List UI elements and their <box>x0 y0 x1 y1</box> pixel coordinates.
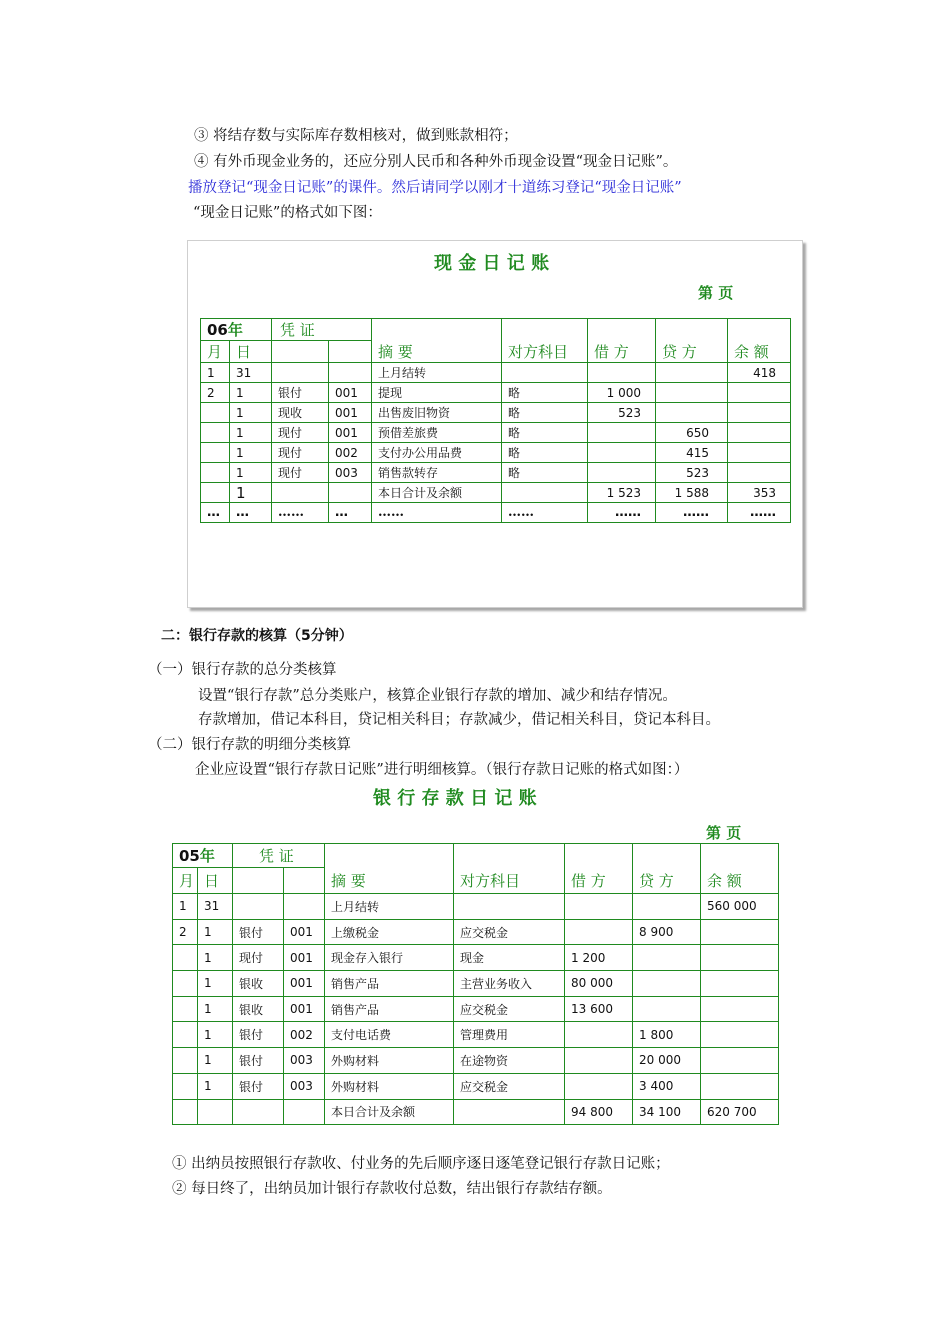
bank-voucher-no-header <box>284 868 325 894</box>
bank-journal-page-label: 第 页 <box>706 824 742 842</box>
bank-cell-no: 001 <box>284 919 325 945</box>
bank-cell-type: 现付 <box>233 945 284 971</box>
bank-cell-credit: 20 000 <box>633 1048 701 1074</box>
bank-cell-d: 1 <box>198 996 233 1022</box>
cash-cell-m <box>201 443 230 463</box>
cash-cell-no: 001 <box>329 383 372 403</box>
cash-cell-m: 1 <box>201 363 230 383</box>
bank-year: 05 <box>179 847 200 865</box>
bank-cell-type: 银付 <box>233 919 284 945</box>
bank-cell-no: 001 <box>284 971 325 997</box>
cash-cell-d: 1 <box>230 423 272 443</box>
bank-cell-debit <box>565 1048 633 1074</box>
cash-cell-credit: 415 <box>656 443 728 463</box>
table-row <box>201 463 791 483</box>
cash-cell-summary: …… <box>372 503 502 523</box>
intro-courseware-note: 播放登记“现金日记账”的课件。然后请同学以刚才十道练习登记“现金日记账” <box>188 180 682 196</box>
cash-cell-balance: 353 <box>728 483 791 503</box>
bank-cell-summary: 销售产品 <box>325 971 454 997</box>
cash-cell-type <box>272 483 329 503</box>
table-row <box>173 996 779 1022</box>
cash-account-header: 对方科目 <box>502 319 588 363</box>
cash-cell-debit <box>588 463 656 483</box>
cash-cell-no <box>329 363 372 383</box>
cash-cell-d: 1 <box>230 483 272 503</box>
cash-cell-d: … <box>230 503 272 523</box>
bank-cell-debit <box>565 1022 633 1048</box>
table-row <box>201 383 791 403</box>
bank-voucher-header: 凭 证 <box>233 844 325 868</box>
cash-cell-no: 001 <box>329 403 372 423</box>
cash-cell-m <box>201 483 230 503</box>
bank-cell-credit: 3 400 <box>633 1073 701 1099</box>
bank-cell-credit: 8 900 <box>633 919 701 945</box>
cash-cell-account: 略 <box>502 383 588 403</box>
cash-voucher-no-header <box>329 341 372 363</box>
cash-cell-summary: 上月结转 <box>372 363 502 383</box>
bank-cell-summary: 上月结转 <box>325 894 454 920</box>
cash-cell-d: 1 <box>230 403 272 423</box>
cash-year-suffix: 年 <box>227 321 243 339</box>
cash-cell-balance <box>728 463 791 483</box>
bank-cell-account: 管理费用 <box>454 1022 565 1048</box>
bank-cell-summary: 本日合计及余额 <box>325 1099 454 1125</box>
cash-voucher-type-header <box>272 341 329 363</box>
bank-debit-header: 借 方 <box>565 844 633 894</box>
cash-cell-balance <box>728 423 791 443</box>
bank-cell-debit <box>565 894 633 920</box>
cash-cell-no: 003 <box>329 463 372 483</box>
bank-cell-account: 主营业务收入 <box>454 971 565 997</box>
bank-cell-credit: 34 100 <box>633 1099 701 1125</box>
bank-cell-d: 1 <box>198 1073 233 1099</box>
bank-journal-title: 银 行 存 款 日 记 账 <box>373 788 537 809</box>
bank-month-header: 月 <box>173 868 198 894</box>
cash-cell-account: 略 <box>502 463 588 483</box>
cash-journal-table <box>200 318 791 523</box>
bank-summary-header: 摘 要 <box>325 844 454 894</box>
bank-cell-credit <box>633 894 701 920</box>
section-2-heading: 二：银行存款的核算（5分钟） <box>161 628 353 644</box>
bank-cell-balance <box>701 996 779 1022</box>
bank-cell-balance <box>701 1073 779 1099</box>
bank-cell-summary: 外购材料 <box>325 1073 454 1099</box>
table-row <box>201 483 791 503</box>
cash-cell-summary: 支付办公用品费 <box>372 443 502 463</box>
table-row <box>201 363 791 383</box>
bank-cell-m <box>173 971 198 997</box>
table-row <box>201 503 791 523</box>
cash-balance-header: 余 额 <box>728 319 791 363</box>
bank-cell-summary: 销售产品 <box>325 996 454 1022</box>
bank-cell-summary: 上缴税金 <box>325 919 454 945</box>
bank-cell-type: 银付 <box>233 1022 284 1048</box>
bank-account-header: 对方科目 <box>454 844 565 894</box>
bank-balance-header: 余 额 <box>701 844 779 894</box>
bank-cell-summary: 支付电话费 <box>325 1022 454 1048</box>
cash-cell-d: 1 <box>230 383 272 403</box>
intro-point-4: ④ 有外币现金业务的，还应分别人民币和各种外币现金设置“现金日记账”。 <box>194 154 678 170</box>
bank-cell-balance: 560 000 <box>701 894 779 920</box>
cash-day-header: 日 <box>230 341 272 363</box>
bank-cell-m <box>173 1073 198 1099</box>
cash-credit-header: 贷 方 <box>656 319 728 363</box>
cash-cell-debit: …… <box>588 503 656 523</box>
bank-credit-header: 贷 方 <box>633 844 701 894</box>
cash-journal-page-label: 第 页 <box>698 284 734 302</box>
bank-cell-m <box>173 1048 198 1074</box>
cash-cell-m <box>201 423 230 443</box>
bank-cell-m <box>173 945 198 971</box>
bank-cell-d <box>198 1099 233 1125</box>
cash-cell-credit <box>656 383 728 403</box>
cash-cell-m <box>201 463 230 483</box>
bank-cell-summary: 现金存入银行 <box>325 945 454 971</box>
table-row <box>201 403 791 423</box>
cash-cell-m: … <box>201 503 230 523</box>
cash-cell-account: 略 <box>502 423 588 443</box>
cash-cell-no: 001 <box>329 423 372 443</box>
bank-cell-type: 银付 <box>233 1073 284 1099</box>
note-2: ② 每日终了，出纳员加计银行存款收付总数，结出银行存款结存额。 <box>172 1181 612 1197</box>
bank-journal-table <box>172 843 779 1125</box>
section-2-para-3: 企业应设置“银行存款日记账”进行明细核算。（银行存款日记账的格式如图：） <box>195 762 689 778</box>
bank-cell-type: 银付 <box>233 1048 284 1074</box>
table-row <box>173 1073 779 1099</box>
section-2-sub-2: （二）银行存款的明细分类核算 <box>148 737 351 753</box>
bank-cell-no <box>284 894 325 920</box>
cash-journal-figure <box>187 240 803 608</box>
cash-cell-balance <box>728 443 791 463</box>
bank-cell-debit: 94 800 <box>565 1099 633 1125</box>
bank-cell-balance: 620 700 <box>701 1099 779 1125</box>
cash-cell-credit: 650 <box>656 423 728 443</box>
bank-cell-type <box>233 1099 284 1125</box>
bank-cell-d: 31 <box>198 894 233 920</box>
bank-voucher-type-header <box>233 868 284 894</box>
bank-cell-d: 1 <box>198 1048 233 1074</box>
bank-cell-balance <box>701 919 779 945</box>
table-row <box>173 1048 779 1074</box>
note-1: ① 出纳员按照银行存款收、付业务的先后顺序逐日逐笔登记银行存款日记账； <box>172 1156 670 1172</box>
bank-cell-type <box>233 894 284 920</box>
cash-cell-credit: 1 588 <box>656 483 728 503</box>
cash-cell-debit <box>588 443 656 463</box>
table-row <box>173 1099 779 1125</box>
cash-cell-m: 2 <box>201 383 230 403</box>
bank-day-header: 日 <box>198 868 233 894</box>
bank-cell-no: 003 <box>284 1073 325 1099</box>
cash-cell-type: 现付 <box>272 443 329 463</box>
section-2-para-1: 设置“银行存款”总分类账户，核算企业银行存款的增加、减少和结存情况。 <box>198 688 677 704</box>
bank-cell-summary: 外购材料 <box>325 1048 454 1074</box>
cash-cell-summary: 本日合计及余额 <box>372 483 502 503</box>
bank-cell-debit: 1 200 <box>565 945 633 971</box>
cash-voucher-header: 凭 证 <box>272 319 372 341</box>
cash-cell-balance: …… <box>728 503 791 523</box>
table-row <box>201 423 791 443</box>
cash-cell-credit <box>656 403 728 423</box>
bank-cell-d: 1 <box>198 1022 233 1048</box>
cash-cell-debit: 523 <box>588 403 656 423</box>
cash-cell-balance: 418 <box>728 363 791 383</box>
bank-cell-credit <box>633 945 701 971</box>
bank-cell-type: 银收 <box>233 996 284 1022</box>
cash-cell-balance <box>728 383 791 403</box>
table-row <box>201 443 791 463</box>
bank-cell-d: 1 <box>198 971 233 997</box>
intro-format-caption: “现金日记账”的格式如下图： <box>193 205 382 221</box>
bank-cell-no: 002 <box>284 1022 325 1048</box>
table-row <box>173 945 779 971</box>
bank-cell-balance <box>701 1048 779 1074</box>
cash-cell-account <box>502 363 588 383</box>
bank-cell-no: 001 <box>284 945 325 971</box>
cash-cell-debit: 1 523 <box>588 483 656 503</box>
bank-cell-no: 001 <box>284 996 325 1022</box>
cash-cell-d: 31 <box>230 363 272 383</box>
cash-cell-account <box>502 483 588 503</box>
section-2-para-2: 存款增加，借记本科目，贷记相关科目；存款减少，借记相关科目，贷记本科目。 <box>198 712 720 728</box>
cash-cell-summary: 销售款转存 <box>372 463 502 483</box>
cash-cell-type: 现收 <box>272 403 329 423</box>
cash-cell-summary: 出售废旧物资 <box>372 403 502 423</box>
table-row <box>173 919 779 945</box>
cash-cell-summary: 预借差旅费 <box>372 423 502 443</box>
cash-cell-type: 现付 <box>272 423 329 443</box>
bank-cell-account: 应交税金 <box>454 919 565 945</box>
bank-cell-debit: 80 000 <box>565 971 633 997</box>
bank-cell-credit <box>633 971 701 997</box>
cash-cell-account: 略 <box>502 443 588 463</box>
table-row <box>173 971 779 997</box>
bank-cell-m <box>173 1099 198 1125</box>
cash-summary-header: 摘 要 <box>372 319 502 363</box>
cash-year: 06 <box>207 321 228 339</box>
cash-cell-credit: 523 <box>656 463 728 483</box>
bank-cell-debit <box>565 1073 633 1099</box>
cash-cell-no: … <box>329 503 372 523</box>
cash-cell-account: 略 <box>502 403 588 423</box>
cash-cell-credit <box>656 363 728 383</box>
bank-cell-m: 1 <box>173 894 198 920</box>
cash-cell-summary: 提现 <box>372 383 502 403</box>
cash-cell-type: 现付 <box>272 463 329 483</box>
bank-cell-balance <box>701 945 779 971</box>
cash-cell-d: 1 <box>230 463 272 483</box>
bank-cell-m: 2 <box>173 919 198 945</box>
cash-cell-m <box>201 403 230 423</box>
cash-cell-debit <box>588 363 656 383</box>
bank-year-cell <box>173 844 233 868</box>
cash-cell-type: 银付 <box>272 383 329 403</box>
cash-cell-type <box>272 363 329 383</box>
cash-cell-debit: 1 000 <box>588 383 656 403</box>
cash-cell-credit: …… <box>656 503 728 523</box>
cash-cell-account: …… <box>502 503 588 523</box>
bank-cell-account <box>454 894 565 920</box>
bank-cell-account <box>454 1099 565 1125</box>
bank-year-suffix: 年 <box>199 847 215 865</box>
bank-cell-no <box>284 1099 325 1125</box>
bank-cell-m <box>173 1022 198 1048</box>
cash-cell-balance <box>728 403 791 423</box>
cash-debit-header: 借 方 <box>588 319 656 363</box>
bank-cell-balance <box>701 1022 779 1048</box>
bank-cell-account: 应交税金 <box>454 996 565 1022</box>
bank-cell-account: 现金 <box>454 945 565 971</box>
bank-cell-d: 1 <box>198 919 233 945</box>
cash-cell-no: 002 <box>329 443 372 463</box>
bank-cell-no: 003 <box>284 1048 325 1074</box>
section-2-sub-1: （一）银行存款的总分类核算 <box>148 662 337 678</box>
bank-cell-d: 1 <box>198 945 233 971</box>
cash-journal-title: 现 金 日 记 账 <box>434 253 550 274</box>
bank-cell-credit: 1 800 <box>633 1022 701 1048</box>
cash-year-cell <box>201 319 272 341</box>
bank-cell-type: 银收 <box>233 971 284 997</box>
table-row <box>173 1022 779 1048</box>
bank-cell-account: 在途物资 <box>454 1048 565 1074</box>
cash-cell-debit <box>588 423 656 443</box>
cash-cell-d: 1 <box>230 443 272 463</box>
bank-cell-debit <box>565 919 633 945</box>
bank-cell-m <box>173 996 198 1022</box>
bank-cell-credit <box>633 996 701 1022</box>
table-row <box>173 894 779 920</box>
bank-cell-account: 应交税金 <box>454 1073 565 1099</box>
intro-point-3: ③ 将结存数与实际库存数相核对，做到账款相符； <box>194 128 518 144</box>
cash-cell-type: …… <box>272 503 329 523</box>
cash-cell-no <box>329 483 372 503</box>
bank-cell-debit: 13 600 <box>565 996 633 1022</box>
bank-cell-balance <box>701 971 779 997</box>
cash-month-header: 月 <box>201 341 230 363</box>
